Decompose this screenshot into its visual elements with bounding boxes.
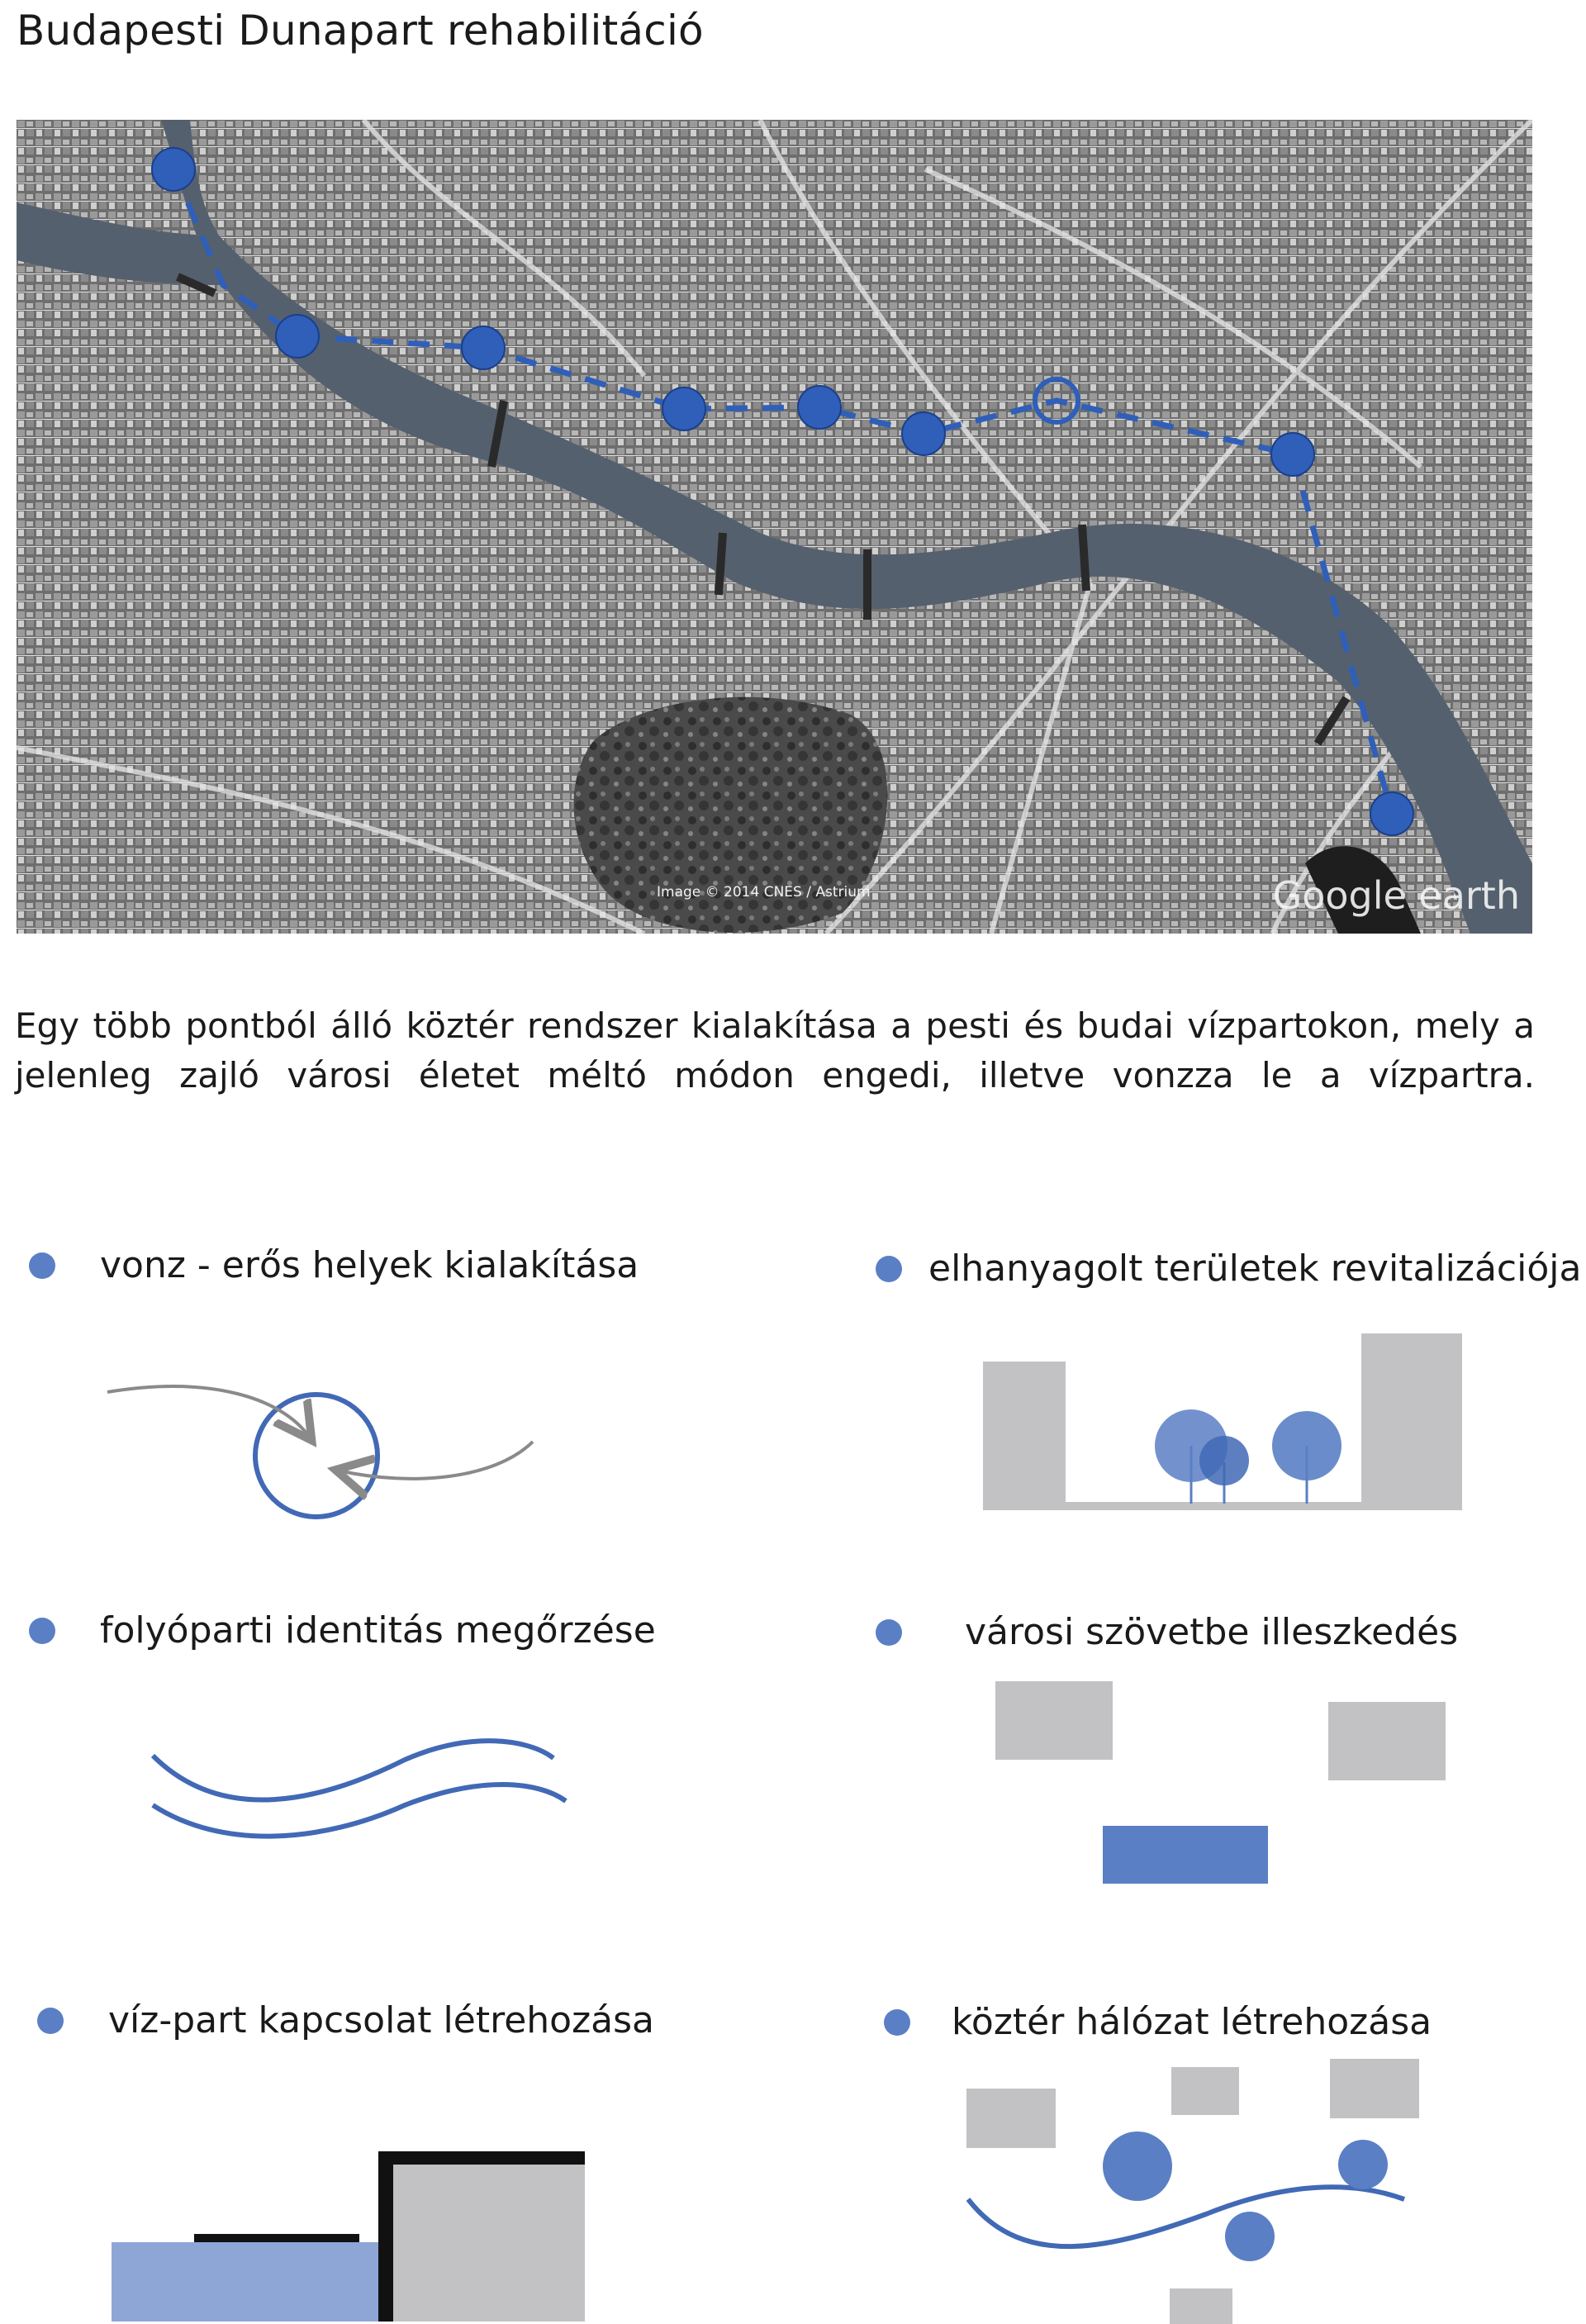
- satellite-map: [17, 120, 1532, 934]
- map-marker: [798, 386, 841, 429]
- principle-label: köztér hálózat létrehozása: [952, 2001, 1432, 2043]
- intro-line-1: Egy több pontból álló köztér rendszer kialakítása a pesti és budai vízpartokon, mely a: [15, 1005, 1535, 1046]
- map-svg: [17, 120, 1532, 934]
- principle-water-bank: [37, 1999, 654, 2041]
- bullet-dot: [29, 1618, 55, 1644]
- principle-label: elhanyagolt területek revitalizációja: [928, 1248, 1582, 1290]
- page-title: Budapesti Dunapart rehabilitáció: [17, 7, 704, 55]
- bullet-dot: [876, 1256, 902, 1282]
- intro-line-2: jelenleg zajló városi életet méltó módon engedi, illetve vonzza le a vízpartra.: [15, 1055, 1535, 1095]
- buildings-trees-icon: [975, 1322, 1470, 1520]
- principle-label: vonz - erős helyek kialakítása: [100, 1244, 639, 1286]
- principle-label: folyóparti identitás megőrzése: [100, 1609, 656, 1652]
- bullet-dot: [29, 1252, 55, 1279]
- principle-urban-fabric: [876, 1611, 1458, 1653]
- map-marker: [662, 387, 705, 430]
- water-bank-section-icon: [107, 2140, 603, 2322]
- map-marker: [152, 148, 195, 191]
- river-waves-icon: [140, 1710, 586, 1867]
- attraction-circle-icon: [99, 1363, 562, 1528]
- intro-paragraph: [15, 1001, 1535, 1100]
- map-marker: [1370, 792, 1413, 835]
- map-attribution: Image © 2014 CNES / Astrium: [657, 884, 871, 901]
- principle-river-identity: [29, 1609, 656, 1652]
- principle-label: városi szövetbe illeszkedés: [965, 1611, 1459, 1653]
- map-marker: [1271, 433, 1314, 476]
- urban-blocks-icon: [991, 1677, 1454, 1892]
- bullet-dot: [876, 1619, 902, 1646]
- bullet-dot: [884, 2009, 910, 2036]
- principle-label: víz-part kapcsolat létrehozása: [108, 1999, 655, 2041]
- map-watermark: Google earth: [1272, 873, 1520, 918]
- map-marker: [902, 412, 945, 455]
- principle-attraction: [29, 1244, 639, 1286]
- bullet-dot: [37, 2008, 64, 2034]
- principle-revitalization: [876, 1248, 1581, 1290]
- map-marker: [462, 326, 505, 369]
- map-marker: [276, 315, 319, 358]
- principle-public-space-network: [884, 2001, 1432, 2043]
- public-space-network-icon: [958, 2049, 1437, 2324]
